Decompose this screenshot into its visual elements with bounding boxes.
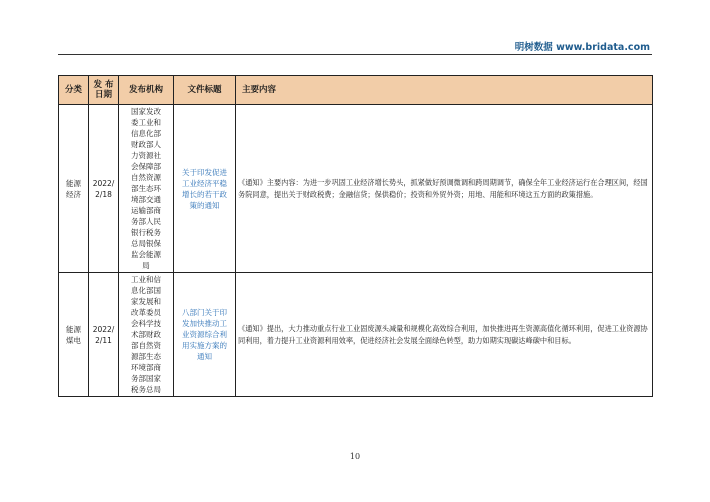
row-content: 《通知》主要内容：为进一步巩固工业经济增长势头，抓紧做好预调微调和跨周期调节，确保全年工业经济运行在合理区间，经国务院同意，提出关于财政税费；金融信贷；保供稳价；投资和外贸外资；用地、用能和环境这五方面的政策措施。 (236, 105, 653, 273)
page-number: 10 (349, 452, 361, 461)
policy-table (58, 75, 653, 397)
row-title-link[interactable]: 八部门关于印 发加快推动工 业资源综合利 用实施方案的 通知 (174, 273, 236, 397)
table-header-row (59, 76, 653, 105)
header-brand: 明树数据 www.bridata.com (514, 42, 650, 53)
row-category: 能源 煤电 (59, 273, 89, 397)
row-title-link[interactable]: 关于印发促进 工业经济平稳 增长的若干政 策的通知 (174, 105, 236, 273)
row-date: 2022/ 2/18 (89, 105, 119, 273)
column-header-issuer: 发布机构 (119, 76, 174, 105)
row-issuer: 工业和信 息化部国 家发展和 改革委员 会科学技 术部财政 部自然资 源部生态 环境部商 务部国家 税务总局 (119, 273, 174, 397)
column-header-category: 分类 (59, 76, 89, 105)
column-header-date: 发 布 日期 (89, 76, 119, 105)
table-row (59, 273, 653, 397)
row-category: 能源 经济 (59, 105, 89, 273)
row-issuer: 国家发改 委工业和 信息化部 财政部人 力资源社 会保障部 自然资源 部生态环 境部交通 运输部商 务部人民 银行税务 总局银保 监会能源 局 (119, 105, 174, 273)
column-header-title: 文件标题 (174, 76, 236, 105)
column-header-content: 主要内容 (236, 76, 653, 105)
row-date: 2022/ 2/11 (89, 273, 119, 397)
header-divider (58, 54, 652, 55)
row-content: 《通知》提出，大力推动重点行业工业固废源头减量和规模化高效综合利用，加快推进再生资源高值化循环利用，促进工业资源协同利用，着力提升工业资源利用效率，促进经济社会发展全面绿色转型，助力如期实现碳达峰碳中和目标。 (236, 273, 653, 397)
table-row (59, 105, 653, 273)
